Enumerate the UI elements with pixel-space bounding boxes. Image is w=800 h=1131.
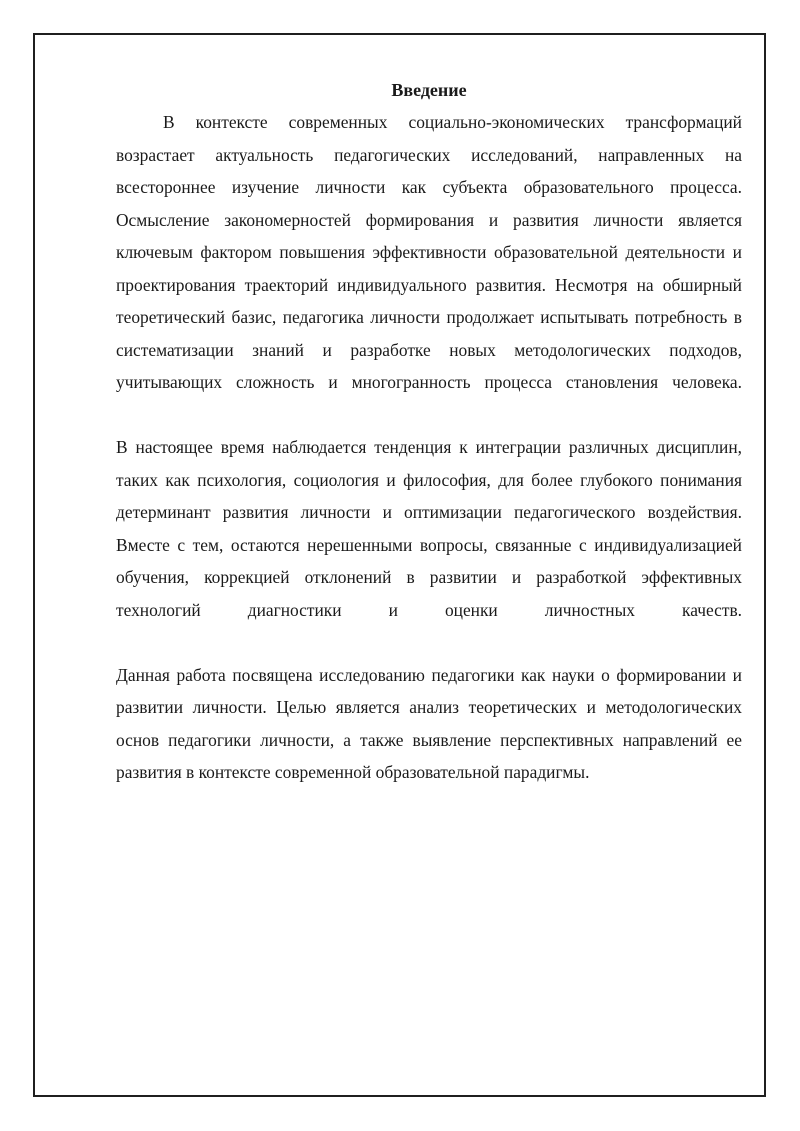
document-title: Введение [391,80,467,100]
paragraph-spacer [116,399,742,432]
paragraph-3: Данная работа посвящена исследованию педагогики как науки о формировании и развитии личности. Целью является анализ теоретических и методологических основ педагогики личности, а также выявление перспективных направлений ее развития в контексте современной образовательной парадигмы. [116,664,742,782]
paragraph-1: В контексте современных социально-экономических трансформаций возрастает актуальность педагогических исследований, направленных на всестороннее изучение личности как субъекта образовательного процесса. Осмысление закономерностей формирования и развития личности является ключевым фактором повышения эффективности образовательной деятельности и проектирования траекторий индивидуального развития. Несмотря на обширный теоретический базис, педагогика личности продолжает испытывать потребность в систематизации знаний и разработке новых методологических подходов, учитывающих сложность и многогранность процесса становления человека. [116,112,742,392]
document-body [116,74,742,789]
paragraph-spacer [116,626,742,659]
paragraph-2: В настоящее время наблюдается тенденция к интеграции различных дисциплин, таких как психология, социология и философия, для более глубокого понимания детерминант развития личности и оптимизации педагогического воздействия. Вместе с тем, остаются нерешенными вопросы, связанные с индивидуализацией обучения, коррекцией отклонений в развитии и разработкой эффективных технологий диагностики и оценки личностных качеств. [116,437,742,620]
